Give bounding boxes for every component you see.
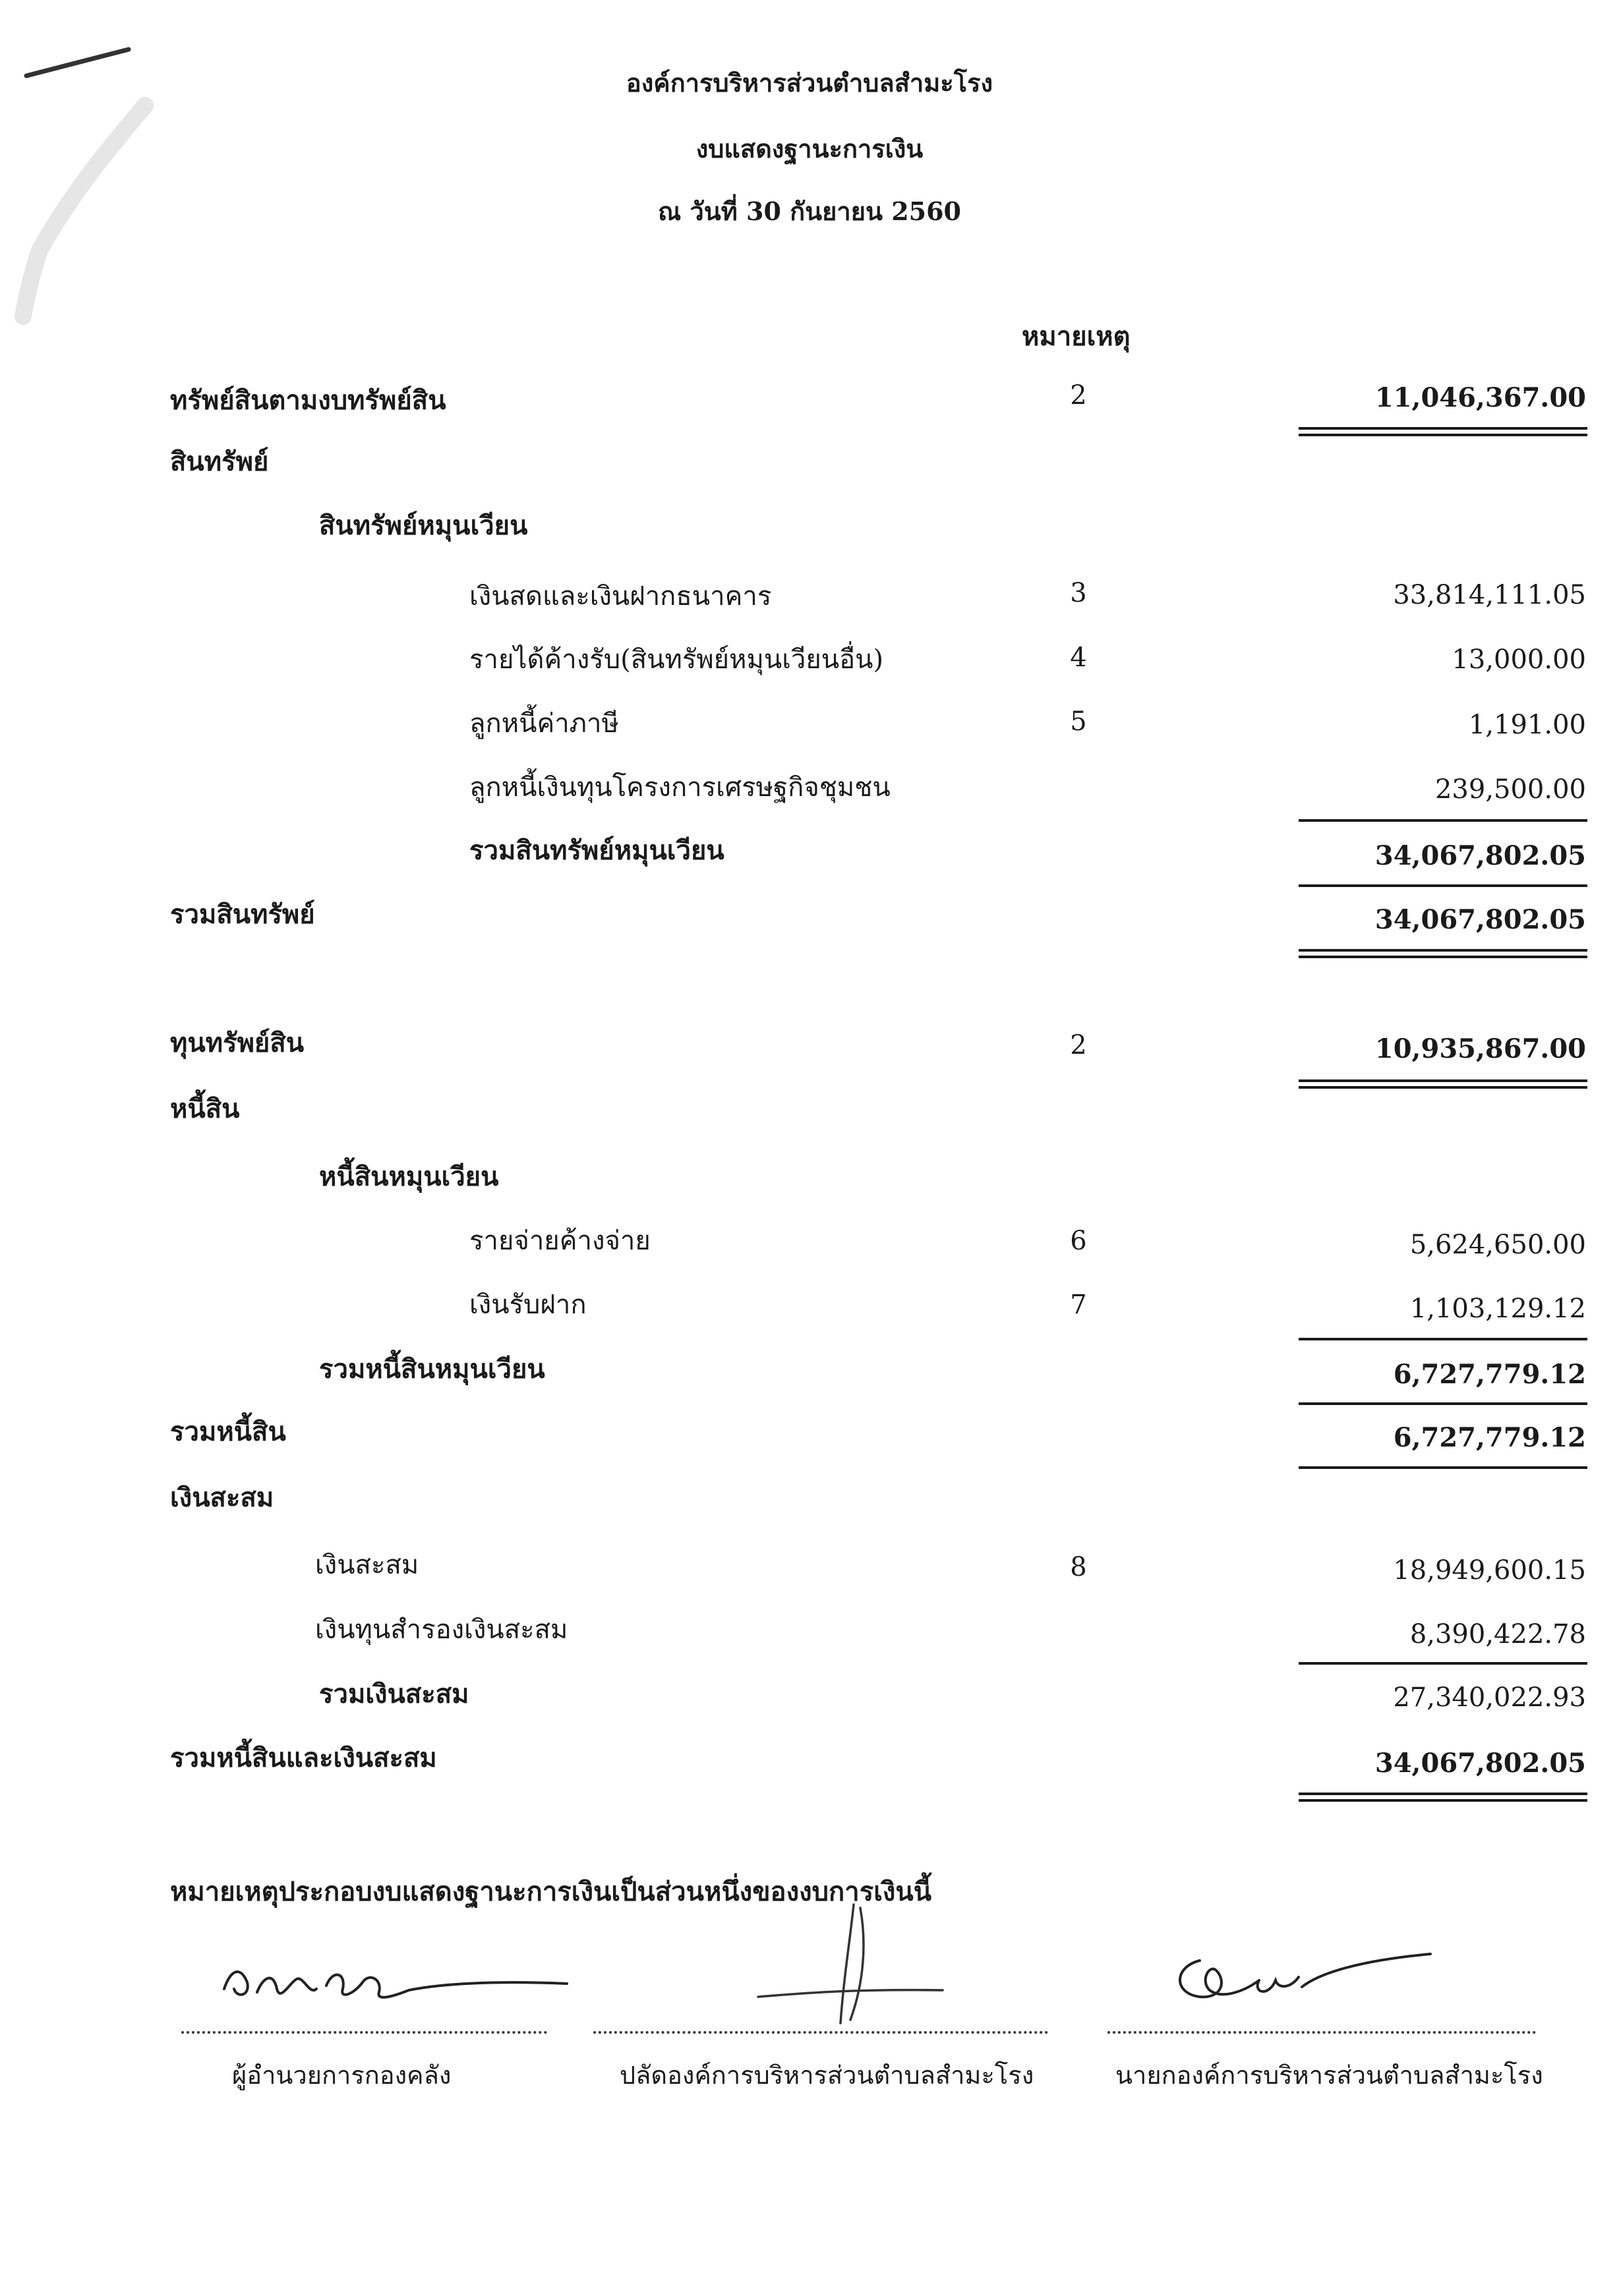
note-ref: 3 [1070,578,1087,608]
subtotal-label: รวมหนี้สินหมุนเวียน [319,1354,545,1385]
line-item-amount: 33,814,111.05 [1393,580,1586,610]
subtotal-amount: 27,340,022.93 [1393,1682,1586,1713]
subtotal-rule [1299,1402,1587,1405]
total-label: รวมหนี้สินและเงินสะสม [170,1742,437,1773]
line-item-amount: 1,191.00 [1468,710,1586,740]
total-amount: 34,067,802.05 [1374,904,1586,935]
subtotal-rule [1299,819,1587,822]
double-underline [1299,427,1587,436]
subsection-heading: สินทรัพย์หมุนเวียน [319,510,528,541]
total-label: รวมหนี้สิน [170,1416,286,1447]
line-item-amount: 18,949,600.15 [1393,1555,1586,1586]
line-item-label: ทรัพย์สินตามงบทรัพย์สิน [170,385,446,416]
subtotal-rule [1299,1662,1587,1665]
footnote: หมายเหตุประกอบงบแสดงฐานะการเงินเป็นส่วนหนึ่งของงบการเงินนี้ [170,1876,932,1907]
signatory-title-chief-administrator: ปลัดองค์การบริหารส่วนตำบลสำมะโรง [620,2061,1034,2090]
signature-line-2 [593,2031,1048,2034]
subtotal-label: รวมสินทรัพย์หมุนเวียน [469,835,724,866]
note-column-header: หมายเหตุ [1022,321,1131,352]
line-item-label: เงินสะสม [315,1550,419,1580]
subtotal-amount: 6,727,779.12 [1393,1359,1586,1390]
note-ref: 4 [1070,643,1087,673]
line-item-amount: 10,935,867.00 [1374,1033,1586,1064]
note-ref: 2 [1070,1030,1087,1060]
double-underline [1299,1079,1587,1089]
statement-title: งบแสดงฐานะการเงิน [695,134,924,163]
subtotal-rule [1299,1338,1587,1340]
line-item-amount: 5,624,650.00 [1409,1230,1586,1260]
section-heading: เงินสะสม [170,1482,274,1513]
subtotal-rule [1299,1466,1587,1469]
subsection-heading: หนี้สินหมุนเวียน [319,1161,499,1192]
line-item-amount: 1,103,129.12 [1409,1294,1586,1324]
line-item-amount: 13,000.00 [1452,645,1586,675]
signature-line-3 [1107,2031,1536,2034]
line-item-label: เงินรับฝาก [469,1290,587,1320]
subtotal-label: รวมเงินสะสม [319,1679,469,1709]
line-item-label: เงินทุนสำรองเงินสะสม [315,1615,568,1645]
signature-2 [745,1898,956,2030]
signatory-title-mayor: นายกองค์การบริหารส่วนตำบลสำมะโรง [1115,2061,1543,2090]
total-amount: 6,727,779.12 [1393,1422,1586,1453]
signatory-title-finance: ผู้อำนวยการกองคลัง [232,2061,452,2090]
line-item-label: ทุนทรัพย์สิน [170,1027,305,1058]
subtotal-amount: 34,067,802.05 [1374,840,1586,871]
total-label: รวมสินทรัพย์ [170,899,315,930]
double-underline [1299,1793,1587,1802]
line-item-label: เงินสดและเงินฝากธนาคาร [469,581,772,612]
note-ref: 7 [1070,1290,1087,1320]
signature-1 [211,1943,580,2015]
line-item-label: รายได้ค้างรับ(สินทรัพย์หมุนเวียนอื่น) [469,645,884,675]
signature-3 [1160,1941,1437,2013]
note-ref: 6 [1070,1226,1087,1256]
note-ref: 8 [1070,1552,1087,1582]
double-underline [1299,949,1587,958]
total-amount: 34,067,802.05 [1374,1748,1586,1779]
line-item-label: ลูกหนี้เงินทุนโครงการเศรษฐกิจชุมชน [469,772,891,803]
line-item-label: รายจ่ายค้างจ่าย [469,1226,651,1256]
line-item-label: ลูกหนี้ค่าภาษี [469,708,619,739]
line-item-amount: 239,500.00 [1434,774,1586,805]
statement-date: ณ วันที่ 30 กันยายน 2560 [657,196,961,226]
signature-line-1 [181,2031,547,2034]
section-heading: หนี้สิน [170,1093,240,1124]
subtotal-rule [1299,884,1587,887]
note-ref: 2 [1070,380,1087,411]
note-ref: 5 [1070,706,1087,737]
line-item-amount: 11,046,367.00 [1374,382,1586,413]
line-item-amount: 8,390,422.78 [1409,1619,1586,1650]
section-heading: สินทรัพย์ [170,446,269,477]
org-name: องค์การบริหารส่วนตำบลสำมะโรง [626,68,993,98]
